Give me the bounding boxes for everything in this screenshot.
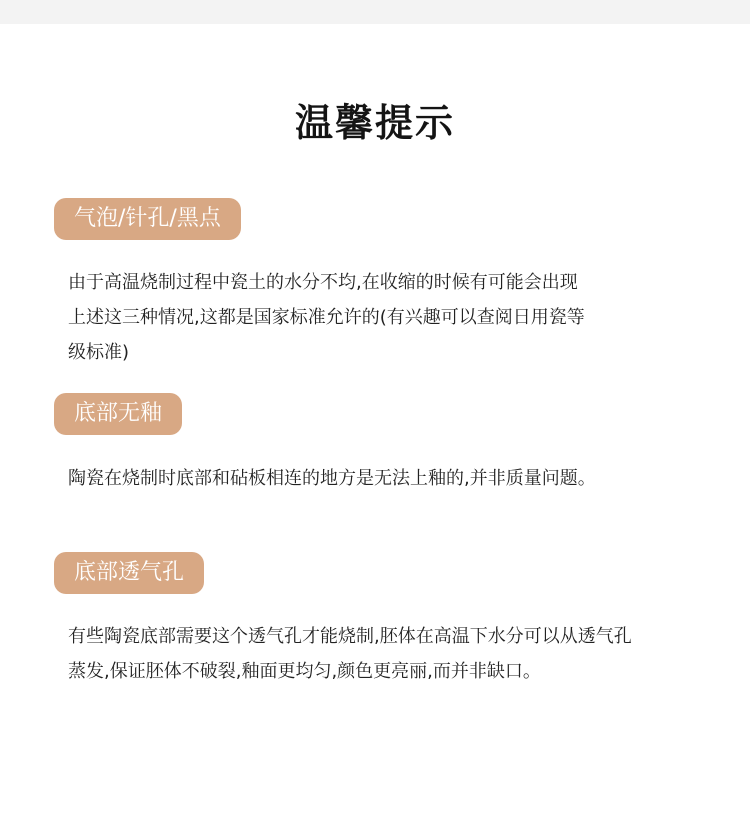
- text-line: 级标准): [68, 342, 130, 363]
- tag-bubbles-pinholes-black-spots: 气泡/针孔/黑点: [54, 198, 241, 240]
- text-line: 上述这三种情况,这都是国家标准允许的(有兴趣可以查阅日用瓷等: [68, 307, 585, 328]
- section-text-bubbles: [68, 265, 708, 370]
- tag-bottom-vent-hole: 底部透气孔: [54, 552, 204, 594]
- tag-unglazed-bottom: 底部无釉: [54, 393, 182, 435]
- top-strip: [0, 0, 750, 24]
- text-line: 蒸发,保证胚体不破裂,釉面更均匀,颜色更亮丽,而并非缺口。: [68, 661, 541, 682]
- section-text-vent-hole: [68, 619, 708, 689]
- section-text-unglazed-bottom: [68, 461, 708, 496]
- text-line: 由于高温烧制过程中瓷土的水分不均,在收缩的时候有可能会出现: [68, 272, 578, 293]
- text-line: 有些陶瓷底部需要这个透气孔才能烧制,胚体在高温下水分可以从透气孔: [68, 626, 632, 647]
- page-title: 温馨提示: [294, 101, 455, 145]
- text-line: 陶瓷在烧制时底部和砧板相连的地方是无法上釉的,并非质量问题。: [68, 468, 596, 489]
